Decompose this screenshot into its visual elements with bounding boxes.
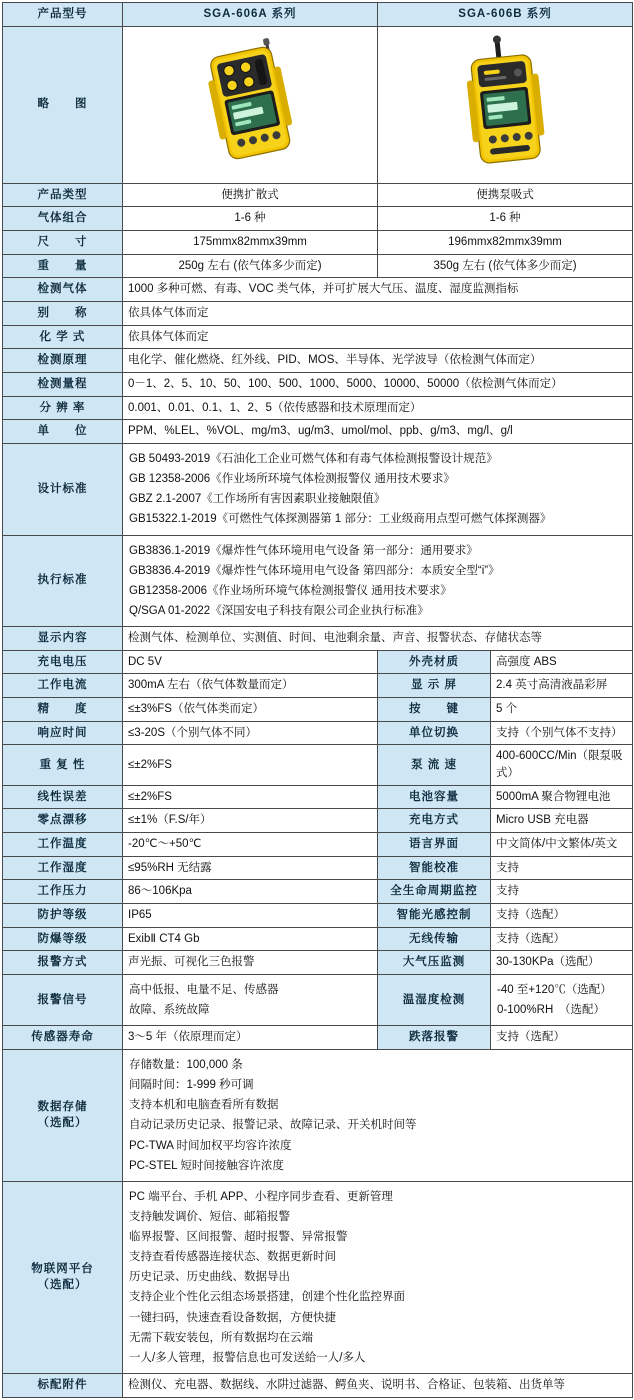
iot-label-line: 物联网平台 [31, 1262, 94, 1275]
table-row [3, 231, 633, 255]
iot-line: 支持企业个性化云组态场景搭建，创建个性化监控界面 [129, 1291, 405, 1304]
table-row [3, 650, 633, 674]
row-label-shell-material: 外壳材质 [378, 650, 491, 674]
data-storage-line: 间隔时间：1-999 秒可调 [129, 1079, 254, 1092]
value-photo-control: 支持（选配） [491, 904, 633, 928]
row-label-design-standard: 设计标准 [3, 444, 123, 536]
table-row [3, 698, 633, 722]
table-row [3, 1181, 633, 1373]
portable-diffusion-detector-icon [175, 33, 325, 177]
value-gas-combo-a: 1-6 种 [123, 207, 378, 231]
value-language: 中文简体/中文繁体/英文 [491, 833, 633, 857]
design-standard-line: GB 12358-2006《作业场所环境气体检测报警仪 通用技术要求》 [129, 473, 455, 486]
value-principle: 电化学、催化燃烧、红外线、PID、MOS、半导体、光学波导（依检测气体而定） [123, 349, 633, 373]
iot-line: 无需下载安装包，所有数据均在云端 [129, 1331, 313, 1344]
row-label-screen: 显 示 屏 [378, 674, 491, 698]
value-screen: 2.4 英寸高清液晶彩屏 [491, 674, 633, 698]
value-chemical-formula: 依具体气体而定 [123, 325, 633, 349]
row-label-accessories: 标配附件 [3, 1373, 123, 1397]
row-label-display-content: 显示内容 [3, 627, 123, 651]
table-row [3, 278, 633, 302]
row-label-gas-combo: 气体组合 [3, 207, 123, 231]
spec-table [2, 2, 633, 1398]
data-storage-line: PC-STEL 短时间接触容许浓度 [129, 1159, 284, 1172]
value-design-standard [123, 444, 633, 536]
table-row [3, 927, 633, 951]
table-row [3, 627, 633, 651]
temp-humidity-line: -40 至+120℃（选配） [497, 984, 612, 997]
value-zero-drift: ≤±1%（F.S/年） [123, 809, 378, 833]
value-weight-a: 250g 左右 (依气体多少而定) [123, 254, 378, 278]
design-standard-line: GB15322.1-2019《可燃性气体探测器第 1 部分：工业级商用点型可燃气体探测器》 [129, 513, 552, 526]
row-label-alias: 别 称 [3, 302, 123, 326]
data-storage-line: 支持本机和电脑查看所有数据 [129, 1099, 279, 1112]
value-battery-capacity: 5000mA 聚合物锂电池 [491, 785, 633, 809]
value-gas-combo-b: 1-6 种 [378, 207, 633, 231]
table-row [3, 1026, 633, 1050]
value-work-temperature: -20℃～+50℃ [123, 833, 378, 857]
value-product-type-b: 便携泵吸式 [378, 183, 633, 207]
iot-line: 支持触发调价、短信、邮箱报警 [129, 1210, 290, 1223]
value-work-pressure: 86～106Kpa [123, 880, 378, 904]
row-label-charge-mode: 充电方式 [378, 809, 491, 833]
table-row [3, 975, 633, 1026]
row-label-size: 尺 寸 [3, 231, 123, 255]
row-label-unit-switch: 单位切换 [378, 721, 491, 745]
value-resolution: 0.001、0.01、0.1、1、2、5（依传感器和技术原理而定） [123, 396, 633, 420]
design-standard-line: GBZ 2.1-2007《工作场所有害因素职业接触限值》 [129, 493, 386, 506]
device-image-b-cell [378, 26, 633, 183]
value-keys: 5 个 [491, 698, 633, 722]
row-label-principle: 检测原理 [3, 349, 123, 373]
table-row [3, 420, 633, 444]
row-label-language: 语言界面 [378, 833, 491, 857]
value-iot-platform [123, 1181, 633, 1373]
row-label-iot-platform [3, 1181, 123, 1373]
row-label-range: 检测量程 [3, 373, 123, 397]
table-row [3, 904, 633, 928]
row-label-response-time: 响应时间 [3, 721, 123, 745]
row-label-battery-capacity: 电池容量 [378, 785, 491, 809]
value-size-a: 175mmx82mmx39mm [123, 231, 378, 255]
value-accessories: 检测仪、充电器、数据线、水阱过滤器、鳄鱼夹、说明书、合格证、包装箱、出货单等 [123, 1373, 633, 1397]
value-ip-rating: IP65 [123, 904, 378, 928]
table-row [3, 880, 633, 904]
value-work-current: 300mA 左右（依气体数量而定） [123, 674, 378, 698]
row-label-unit: 单 位 [3, 420, 123, 444]
value-detect-gas: 1000 多种可燃、有毒、VOC 类气体，并可扩展大气压、温度、湿度监测指标 [123, 278, 633, 302]
data-storage-line: 存储数量：100,000 条 [129, 1059, 243, 1072]
row-label-linearity: 线性误差 [3, 785, 123, 809]
column-header-b: SGA-606B 系列 [378, 3, 633, 27]
exec-standard-line: GB3836.1-2019《爆炸性气体环境用电气设备 第一部分：通用要求》 [129, 544, 478, 557]
row-label-alarm-mode: 报警方式 [3, 951, 123, 975]
value-ex-rating: ExibⅡ CT4 Gb [123, 927, 378, 951]
value-shell-material: 高强度 ABS [491, 650, 633, 674]
row-label-accuracy: 精 度 [3, 698, 123, 722]
table-row [3, 396, 633, 420]
value-wireless: 支持（选配） [491, 927, 633, 951]
row-label-photo-control: 智能光感控制 [378, 904, 491, 928]
row-label-lifecycle-monitor: 全生命周期监控 [378, 880, 491, 904]
row-label-detect-gas: 检测气体 [3, 278, 123, 302]
table-row [3, 325, 633, 349]
row-label-chemical-formula: 化 学 式 [3, 325, 123, 349]
row-label-work-current: 工作电流 [3, 674, 123, 698]
exec-standard-line: Q/SGA 01-2022《深国安电子科技有限公司企业执行标准》 [129, 604, 429, 617]
value-unit: PPM、%LEL、%VOL、mg/m3、ug/m3、umol/mol、ppb、g/m3、mg/l、g/l [123, 420, 633, 444]
iot-line: 支持查看传感器连接状态、数据更新时间 [129, 1251, 336, 1264]
value-sensor-life: 3～5 年（依原理而定） [123, 1026, 378, 1050]
value-linearity: ≤±2%FS [123, 785, 378, 809]
row-label-exec-standard: 执行标准 [3, 535, 123, 627]
table-row [3, 302, 633, 326]
row-label-ex-rating: 防爆等级 [3, 927, 123, 951]
row-label-smart-calibration: 智能校准 [378, 856, 491, 880]
value-product-type-a: 便携扩散式 [123, 183, 378, 207]
table-row [3, 3, 633, 27]
value-size-b: 196mmx82mmx39mm [378, 231, 633, 255]
table-row [3, 833, 633, 857]
table-row [3, 373, 633, 397]
table-row [3, 207, 633, 231]
row-label-pump-flow: 泵 流 速 [378, 745, 491, 785]
value-pressure-monitor: 30-130KPa（选配） [491, 951, 633, 975]
value-alarm-mode: 声光振、可视化三色报警 [123, 951, 378, 975]
value-charge-mode: Micro USB 充电器 [491, 809, 633, 833]
iot-line: 一人/多人管理，报警信息也可发送給一人/多人 [129, 1351, 366, 1364]
column-header-a: SGA-606A 系列 [123, 3, 378, 27]
table-row [3, 444, 633, 536]
data-storage-line: PC-TWA 时间加权平均容许浓度 [129, 1139, 292, 1152]
exec-standard-line: GB12358-2006《作业场所环境气体检测报警仪 通用技术要求》 [129, 584, 452, 597]
row-label-sketch: 略 图 [3, 26, 123, 183]
table-row [3, 26, 633, 183]
temp-humidity-line: 0-100%RH （选配） [497, 1004, 606, 1017]
table-row [3, 951, 633, 975]
value-repeatability: ≤±2%FS [123, 745, 378, 785]
value-lifecycle-monitor: 支持 [491, 880, 633, 904]
data-storage-label-line: （选配） [37, 1117, 88, 1130]
row-label-resolution: 分 辨 率 [3, 396, 123, 420]
data-storage-label-line: 数据存储 [37, 1100, 88, 1113]
alarm-signal-line: 故障、系统故障 [129, 1004, 210, 1017]
iot-line: PC 端平台、手机 APP、小程序同步查看、更新管理 [129, 1190, 393, 1203]
iot-line: 临界报警、区间报警、超时报警、异常报警 [129, 1231, 348, 1244]
row-label-data-storage [3, 1050, 123, 1182]
row-label-keys: 按 键 [378, 698, 491, 722]
portable-pump-detector-icon [435, 33, 575, 177]
value-weight-b: 350g 左右 (依气体多少而定) [378, 254, 633, 278]
row-label-repeatability: 重 复 性 [3, 745, 123, 785]
row-label-work-temperature: 工作温度 [3, 833, 123, 857]
row-label-work-humidity: 工作湿度 [3, 856, 123, 880]
value-accuracy: ≤±3%FS（依气体类而定） [123, 698, 378, 722]
row-label-product-type: 产品类型 [3, 183, 123, 207]
device-b-svg [435, 33, 575, 171]
iot-line: 一键扫码，快速查看设备数据，方便快捷 [129, 1311, 336, 1324]
device-image-a-cell [123, 26, 378, 183]
table-row [3, 183, 633, 207]
table-row [3, 1050, 633, 1182]
value-alarm-signal [123, 975, 378, 1026]
row-label-zero-drift: 零点漂移 [3, 809, 123, 833]
value-temp-humidity [491, 975, 633, 1026]
exec-standard-line: GB3836.4-2019《爆炸性气体环境用电气设备 第四部分：本质安全型“i”》 [129, 564, 500, 577]
row-label-weight: 重 量 [3, 254, 123, 278]
table-row [3, 785, 633, 809]
row-label-charge-voltage: 充电电压 [3, 650, 123, 674]
table-row [3, 349, 633, 373]
row-label-pressure-monitor: 大气压监测 [378, 951, 491, 975]
value-charge-voltage: DC 5V [123, 650, 378, 674]
table-row [3, 721, 633, 745]
table-row [3, 674, 633, 698]
value-data-storage [123, 1050, 633, 1182]
row-label-drop-alarm: 跌落报警 [378, 1026, 491, 1050]
value-alias: 依具体气体而定 [123, 302, 633, 326]
value-work-humidity: ≤95%RH 无结露 [123, 856, 378, 880]
row-label-temp-humidity: 温湿度检测 [378, 975, 491, 1026]
row-label-model: 产品型号 [3, 3, 123, 27]
value-exec-standard [123, 535, 633, 627]
data-storage-line: 自动记录历史记录、报警记录、故障记录、开关机时间等 [129, 1119, 417, 1132]
table-row [3, 254, 633, 278]
table-row [3, 809, 633, 833]
row-label-work-pressure: 工作压力 [3, 880, 123, 904]
alarm-signal-line: 高中低报、电量不足、传感器 [129, 984, 279, 997]
value-range: 0－1、2、5、10、50、100、500、1000、5000、10000、50000（依检测气体而定） [123, 373, 633, 397]
value-smart-calibration: 支持 [491, 856, 633, 880]
value-pump-flow: 400-600CC/Min（限泵吸式） [491, 745, 633, 785]
row-label-sensor-life: 传感器寿命 [3, 1026, 123, 1050]
table-row [3, 856, 633, 880]
row-label-ip-rating: 防护等级 [3, 904, 123, 928]
value-response-time: ≤3-20S（个别气体不同） [123, 721, 378, 745]
table-row [3, 745, 633, 785]
iot-label-line: （选配） [37, 1279, 88, 1292]
row-label-alarm-signal: 报警信号 [3, 975, 123, 1026]
row-label-wireless: 无线传输 [378, 927, 491, 951]
design-standard-line: GB 50493-2019《石油化工企业可燃气体和有毒气体检测报警设计规范》 [129, 453, 498, 466]
table-row [3, 535, 633, 627]
value-drop-alarm: 支持（选配） [491, 1026, 633, 1050]
table-row [3, 1373, 633, 1397]
value-display-content: 检测气体、检测单位、实测值、时间、电池剩余量、声音、报警状态、存储状态等 [123, 627, 633, 651]
value-unit-switch: 支持（个别气体不支持） [491, 721, 633, 745]
device-a-svg [175, 33, 325, 171]
iot-line: 历史记录、历史曲线、数据导出 [129, 1271, 290, 1284]
